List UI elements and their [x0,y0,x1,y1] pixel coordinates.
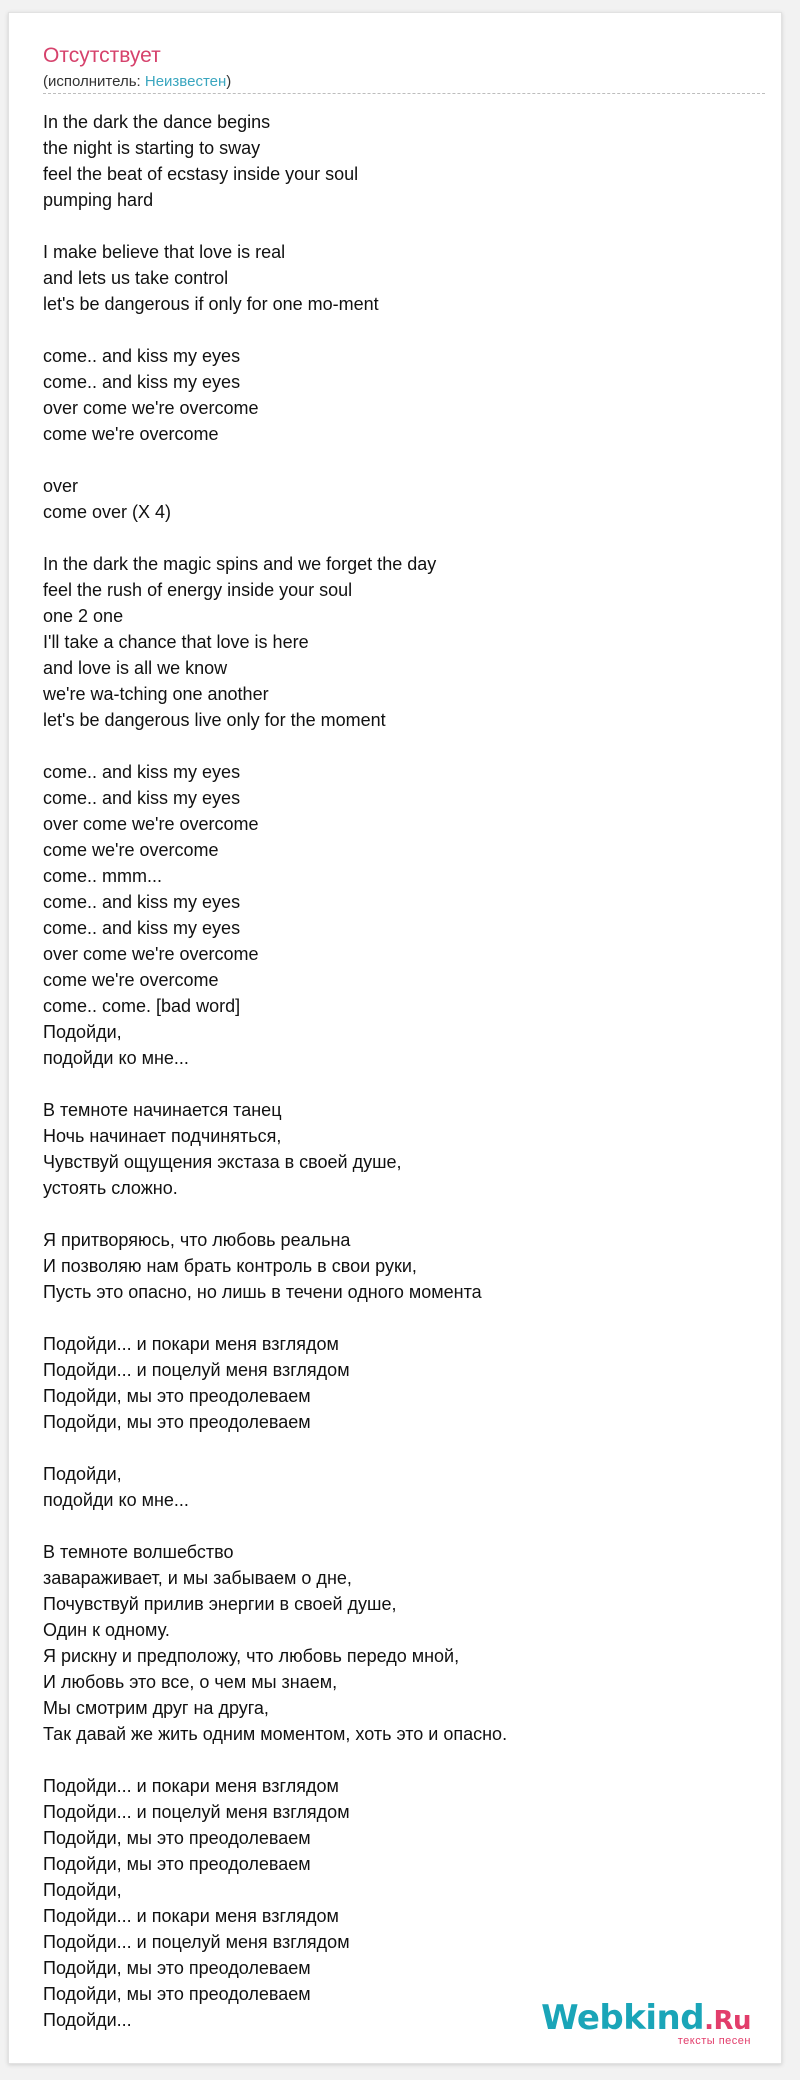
artist-suffix: ) [226,73,232,90]
artist-link[interactable]: Неизвестен [144,73,227,90]
logo-tld: .Ru [704,2006,751,2036]
logo-tagline: тексты песен [677,2035,751,2047]
divider [43,93,765,94]
lyrics-text: In the dark the dance begins the night is starting to sway feel the beat of ecstasy inside your soul pumping hard I make believe that love is real and lets us take control let's be dangerous if only for one mo-ment come.. and kiss my eyes come.. and kiss my eyes over come we're overcome come we're overcome over come over (X 4) In the dark the magic spins and we forget the day feel the rush of energy inside your soul one 2 one I'll take a chance that love is here and love is all we know we're wa-tching one another let's be dangerous live only for the moment come.. and kiss my eyes come.. and kiss my eyes over come we're overcome come we're overcome come.. mmm... come.. and kiss my eyes come.. and kiss my eyes over come we're overcome come we're overcome come.. come. [bad word] Подойди, подойди ко мне... В темноте начинается танец Ночь начинает подчиняться, Чувствуй ощущения экстаза в своей душе, устоять сложно. Я притворяюсь, что любовь реальна И позволяю нам брать контроль в свои руки, Пусть это опасно, но лишь в течени одного момента Подойди... и покари меня взглядом Подойди... и поцелуй меня взглядом Подойди, мы это преодолеваем Подойди, мы это преодолеваем Подойди, подойди ко мне... В темноте волшебство завараживает, и мы забываем о дне, Почувствуй прилив энергии в своей душе, Один к одному. Я рискну и предположу, что любовь передо мной, И любовь это все, о чем мы знаем, Мы смотрим друг на друга, Так давай же жить одним моментом, хоть это и опасно. Подойди... и покари меня взглядом Подойди... и поцелуй меня взглядом Подойди, мы это преодолеваем Подойди, мы это преодолеваем Подойди, Подойди... и покари меня взглядом Подойди... и поцелуй меня взглядом Подойди, мы это преодолеваем Подойди, мы это преодолеваем Подойди... [43,112,508,2030]
site-logo[interactable] [541,1998,751,2047]
logo-word: Webkind [541,1998,705,2038]
artist-prefix: (исполнитель: [43,73,145,90]
artist-line [43,73,231,91]
lyrics-card [8,12,782,2064]
logo-main [541,1998,751,2038]
song-title: Отсутствует [43,44,161,67]
